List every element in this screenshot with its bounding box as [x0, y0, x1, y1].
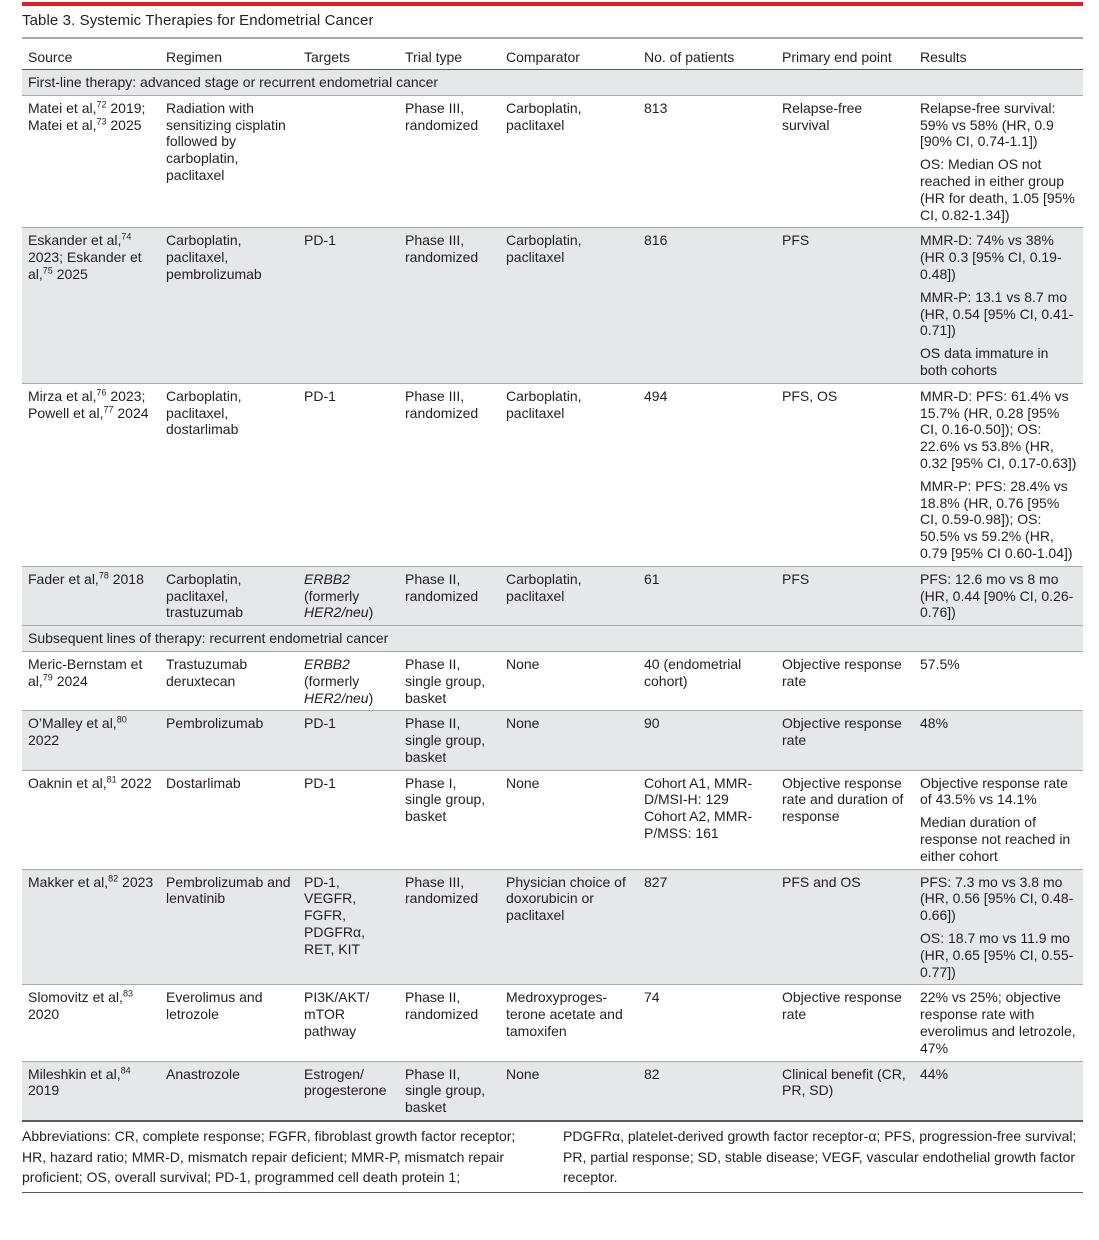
cell-text: 2023; Powell et al,	[28, 387, 146, 421]
result-paragraph: MMR-D: PFS: 61.4% vs 15.7% (HR, 0.28 [95% CI, 0.16-0.50]); OS: 22.6% vs 53.8% (HR, 0.32 [95% CI, 0.17-0.63])	[920, 387, 1077, 471]
result-paragraph: MMR-D: 74% vs 38% (HR 0.3 [95% CI, 0.19-0.48])	[920, 232, 1062, 282]
cell-targets	[298, 651, 399, 710]
cell-endpoint: Objective response rate and duration of response	[776, 770, 914, 869]
result-paragraph: Objective response rate of 43.5% vs 14.1%	[920, 774, 1068, 808]
reference-superscript: 72	[96, 99, 107, 110]
cell-targets	[298, 711, 399, 770]
result-paragraph: Relapse-free survival: 59% vs 58% (HR, 0.9 [90% CI, 0.74-1.1])	[920, 99, 1056, 150]
section-header-row	[22, 626, 1083, 652]
table-row	[22, 566, 1083, 625]
reference-superscript: 81	[106, 774, 117, 785]
result-paragraph: PFS: 7.3 mo vs 3.8 mo (HR, 0.56 [95% CI, 0.48-0.66])	[920, 873, 1074, 924]
section-label: Subsequent lines of therapy: recurrent endometrial cancer	[22, 626, 1083, 652]
cell-patients: 494	[638, 383, 776, 566]
cell-source	[22, 869, 160, 985]
cell-text: 2024	[52, 672, 88, 689]
cell-endpoint: Objective response rate	[776, 711, 914, 770]
cell-targets	[298, 95, 399, 228]
cell-endpoint: PFS	[776, 566, 914, 625]
cell-results	[914, 869, 1083, 985]
cell-comparator: Carboplatin, paclitaxel	[500, 95, 638, 228]
cell-text: 2020	[28, 1006, 60, 1023]
table-row	[22, 985, 1083, 1061]
cell-endpoint: Relapse-free survival	[776, 95, 914, 228]
result-paragraph: PFS: 12.6 mo vs 8 mo (HR, 0.44 [90% CI, 0.26-0.76])	[920, 570, 1074, 621]
cell-text: Estrogen/ progesterone	[304, 1065, 387, 1099]
cell-trial-type: Phase III, randomized	[399, 383, 500, 566]
cell-source	[22, 566, 160, 625]
cell-text: Slomovitz et al,	[28, 989, 123, 1006]
cell-comparator: None	[500, 770, 638, 869]
cell-text: 2019	[28, 1082, 60, 1099]
cell-endpoint: Objective response rate	[776, 651, 914, 710]
table-row	[22, 770, 1083, 869]
result-paragraph: 57.5%	[920, 655, 960, 672]
cell-comparator: Carboplatin, paclitaxel	[500, 383, 638, 566]
cell-text: PD-1	[304, 232, 336, 249]
section-label: First-line therapy: advanced stage or recurrent endometrial cancer	[22, 70, 1083, 96]
cell-patients: 74	[638, 985, 776, 1061]
col-header-regimen: Regimen	[160, 38, 298, 70]
reference-superscript: 77	[103, 403, 114, 414]
cell-text: 2018	[108, 570, 144, 587]
cell-targets	[298, 869, 399, 985]
cell-text: 2023	[118, 873, 154, 890]
cell-text: ERBB2	[304, 570, 350, 587]
cell-text: 2022	[28, 732, 60, 749]
cell-patients: Cohort A1, MMR-D/MSI-H: 129 Cohort A2, MMR-P/MSS: 161	[638, 770, 776, 869]
table-row	[22, 228, 1083, 383]
cell-results	[914, 383, 1083, 566]
cell-regimen: Trastuzumab deruxtecan	[160, 651, 298, 710]
cell-comparator: None	[500, 651, 638, 710]
footnote-left: Abbreviations: CR, complete response; FGFR, fibroblast growth factor receptor; HR, hazard ratio; MMR-D, mismatch repair deficient; MMR-P, mismatch repair proficient; OS, overall survival; PD-1, programmed cell death protein 1;	[22, 1128, 516, 1186]
cell-text: ERBB2	[304, 655, 350, 672]
col-header-comparator: Comparator	[500, 38, 638, 70]
cell-text: Mileshkin et al,	[28, 1065, 121, 1082]
col-header-trial-type: Trial type	[399, 38, 500, 70]
cell-results	[914, 985, 1083, 1061]
reference-superscript: 79	[42, 672, 53, 683]
result-paragraph: MMR-P: 13.1 vs 8.7 mo (HR, 0.54 [95% CI, 0.41-0.71])	[920, 288, 1074, 339]
cell-regimen: Carboplatin, paclitaxel, dostarlimab	[160, 383, 298, 566]
result-paragraph: OS: 18.7 mo vs 11.9 mo (HR, 0.65 [95% CI, 0.55-0.77])	[920, 930, 1074, 980]
cell-text: PD-1, VEGFR, FGFR, PDGFRα, RET, KIT	[304, 873, 365, 957]
cell-source	[22, 651, 160, 710]
cell-results	[914, 711, 1083, 770]
cell-regimen: Carboplatin, paclitaxel, pembrolizumab	[160, 228, 298, 383]
footnote-right: PDGFRα, platelet-derived growth factor receptor-α; PFS, progression-free survival; PR, partial response; SD, stable disease; VEGF, vascular endothelial growth factor receptor.	[563, 1128, 1077, 1186]
cell-text: )	[368, 689, 374, 706]
cell-comparator: None	[500, 1061, 638, 1121]
result-paragraph: Median duration of response not reached in either cohort	[920, 814, 1071, 864]
table-body	[22, 70, 1083, 1122]
cell-targets	[298, 985, 399, 1061]
cell-targets	[298, 770, 399, 869]
cell-text: Matei et al,	[28, 99, 97, 116]
accent-rule	[22, 2, 1083, 6]
cell-targets	[298, 566, 399, 625]
reference-superscript: 78	[98, 570, 109, 581]
result-paragraph: OS: Median OS not reached in either group (HR for death, 1.05 [95% CI, 0.82-1.34])	[920, 156, 1075, 223]
cell-trial-type: Phase I, single group, basket	[399, 770, 500, 869]
cell-endpoint: PFS, OS	[776, 383, 914, 566]
table-title: Table 3. Systemic Therapies for Endometrial Cancer	[22, 12, 374, 29]
cell-text: 2022	[116, 774, 152, 791]
cell-trial-type: Phase III, randomized	[399, 95, 500, 228]
cell-patients: 90	[638, 711, 776, 770]
cell-targets	[298, 383, 399, 566]
cell-text: PD-1	[304, 387, 336, 404]
cell-comparator: Physician choice of doxorubicin or paclitaxel	[500, 869, 638, 985]
cell-text: HER2/neu	[304, 604, 369, 621]
result-paragraph: OS data immature in both cohorts	[920, 345, 1049, 378]
cell-results	[914, 228, 1083, 383]
cell-text: PD-1	[304, 774, 336, 791]
cell-targets	[298, 1061, 399, 1121]
cell-results	[914, 1061, 1083, 1121]
cell-trial-type: Phase III, randomized	[399, 869, 500, 985]
table-row	[22, 1061, 1083, 1121]
reference-superscript: 75	[42, 265, 53, 276]
abbreviations-footnote	[22, 1126, 1083, 1193]
table-row	[22, 869, 1083, 985]
cell-endpoint: PFS and OS	[776, 869, 914, 985]
col-header-patients: No. of patients	[638, 38, 776, 70]
cell-source	[22, 770, 160, 869]
cell-endpoint: Clinical benefit (CR, PR, SD)	[776, 1061, 914, 1121]
cell-source	[22, 1061, 160, 1121]
cell-text: Fader et al,	[28, 570, 99, 587]
result-paragraph: 48%	[920, 715, 949, 732]
reference-superscript: 84	[120, 1064, 131, 1075]
cell-text: Makker et al,	[28, 873, 109, 890]
cell-patients: 816	[638, 228, 776, 383]
cell-regimen: Pembrolizumab	[160, 711, 298, 770]
reference-superscript: 83	[122, 988, 133, 999]
cell-results	[914, 566, 1083, 625]
cell-endpoint: Objective response rate	[776, 985, 914, 1061]
cell-endpoint: PFS	[776, 228, 914, 383]
cell-text: Eskander et al,	[28, 232, 122, 249]
cell-patients: 40 (endometrial cohort)	[638, 651, 776, 710]
cell-trial-type: Phase II, randomized	[399, 566, 500, 625]
cell-results	[914, 770, 1083, 869]
reference-superscript: 82	[108, 873, 119, 884]
cell-text: )	[368, 604, 374, 621]
cell-regimen: Everolimus and letrozole	[160, 985, 298, 1061]
cell-patients: 82	[638, 1061, 776, 1121]
cell-text: (formerly	[304, 672, 360, 689]
table-figure	[22, 0, 1083, 1193]
cell-text: 2019; Matei et al,	[28, 99, 146, 133]
cell-text: 2024	[113, 404, 149, 421]
section-header-row	[22, 70, 1083, 96]
cell-comparator: Carboplatin, paclitaxel	[500, 566, 638, 625]
table-row	[22, 711, 1083, 770]
col-header-endpoint: Primary end point	[776, 38, 914, 70]
cell-text: 2025	[106, 116, 142, 133]
cell-text: O’Malley et al,	[28, 715, 117, 732]
cell-patients: 813	[638, 95, 776, 228]
col-header-results: Results	[914, 38, 1083, 70]
cell-trial-type: Phase II, single group, basket	[399, 651, 500, 710]
therapies-table	[22, 37, 1083, 1122]
table-row	[22, 383, 1083, 566]
cell-regimen: Anastrozole	[160, 1061, 298, 1121]
table-row	[22, 651, 1083, 710]
result-paragraph: 44%	[920, 1065, 949, 1082]
cell-results	[914, 95, 1083, 228]
reference-superscript: 76	[96, 387, 107, 398]
cell-text: 2023; Eskander et al,	[28, 249, 142, 282]
cell-targets	[298, 228, 399, 383]
reference-superscript: 74	[121, 231, 132, 242]
table-header	[22, 38, 1083, 70]
cell-text: Mirza et al,	[28, 387, 97, 404]
cell-regimen: Radiation with sensitizing cisplatin followed by carboplatin, paclitaxel	[160, 95, 298, 228]
cell-source	[22, 95, 160, 228]
col-header-targets: Targets	[298, 38, 399, 70]
cell-results	[914, 651, 1083, 710]
col-header-source: Source	[22, 38, 160, 70]
cell-regimen: Pembrolizumab and lenvatinib	[160, 869, 298, 985]
cell-source	[22, 228, 160, 383]
cell-regimen: Dostarlimab	[160, 770, 298, 869]
cell-comparator: None	[500, 711, 638, 770]
table-row	[22, 95, 1083, 228]
cell-text: (formerly	[304, 587, 360, 604]
cell-source	[22, 985, 160, 1061]
result-paragraph: MMR-P: PFS: 28.4% vs 18.8% (HR, 0.76 [95% CI, 0.59-0.98]); OS: 50.5% vs 59.2% (HR, 0.79 [95% CI 0.60-1.04])	[920, 477, 1073, 561]
cell-text: HER2/neu	[304, 689, 369, 706]
cell-text: 2025	[52, 265, 88, 282]
cell-patients: 61	[638, 566, 776, 625]
cell-patients: 827	[638, 869, 776, 985]
reference-superscript: 73	[96, 115, 107, 126]
cell-regimen: Carboplatin, paclitaxel, trastuzumab	[160, 566, 298, 625]
cell-text: Meric-Bernstam et al,	[28, 655, 143, 689]
cell-comparator: Medroxyproges-terone acetate and tamoxifen	[500, 985, 638, 1061]
cell-source	[22, 711, 160, 770]
cell-trial-type: Phase II, single group, basket	[399, 1061, 500, 1121]
cell-text: Oaknin et al,	[28, 774, 107, 791]
cell-source	[22, 383, 160, 566]
cell-trial-type: Phase II, randomized	[399, 985, 500, 1061]
result-paragraph: 22% vs 25%; objective response rate with everolimus and letrozole, 47%	[920, 989, 1076, 1056]
cell-text: PI3K/AKT/ mTOR pathway	[304, 989, 370, 1040]
reference-superscript: 80	[116, 714, 127, 725]
cell-text: PD-1	[304, 715, 336, 732]
cell-trial-type: Phase II, single group, basket	[399, 711, 500, 770]
cell-comparator: Carboplatin, paclitaxel	[500, 228, 638, 383]
header-row	[22, 38, 1083, 70]
cell-trial-type: Phase III, randomized	[399, 228, 500, 383]
